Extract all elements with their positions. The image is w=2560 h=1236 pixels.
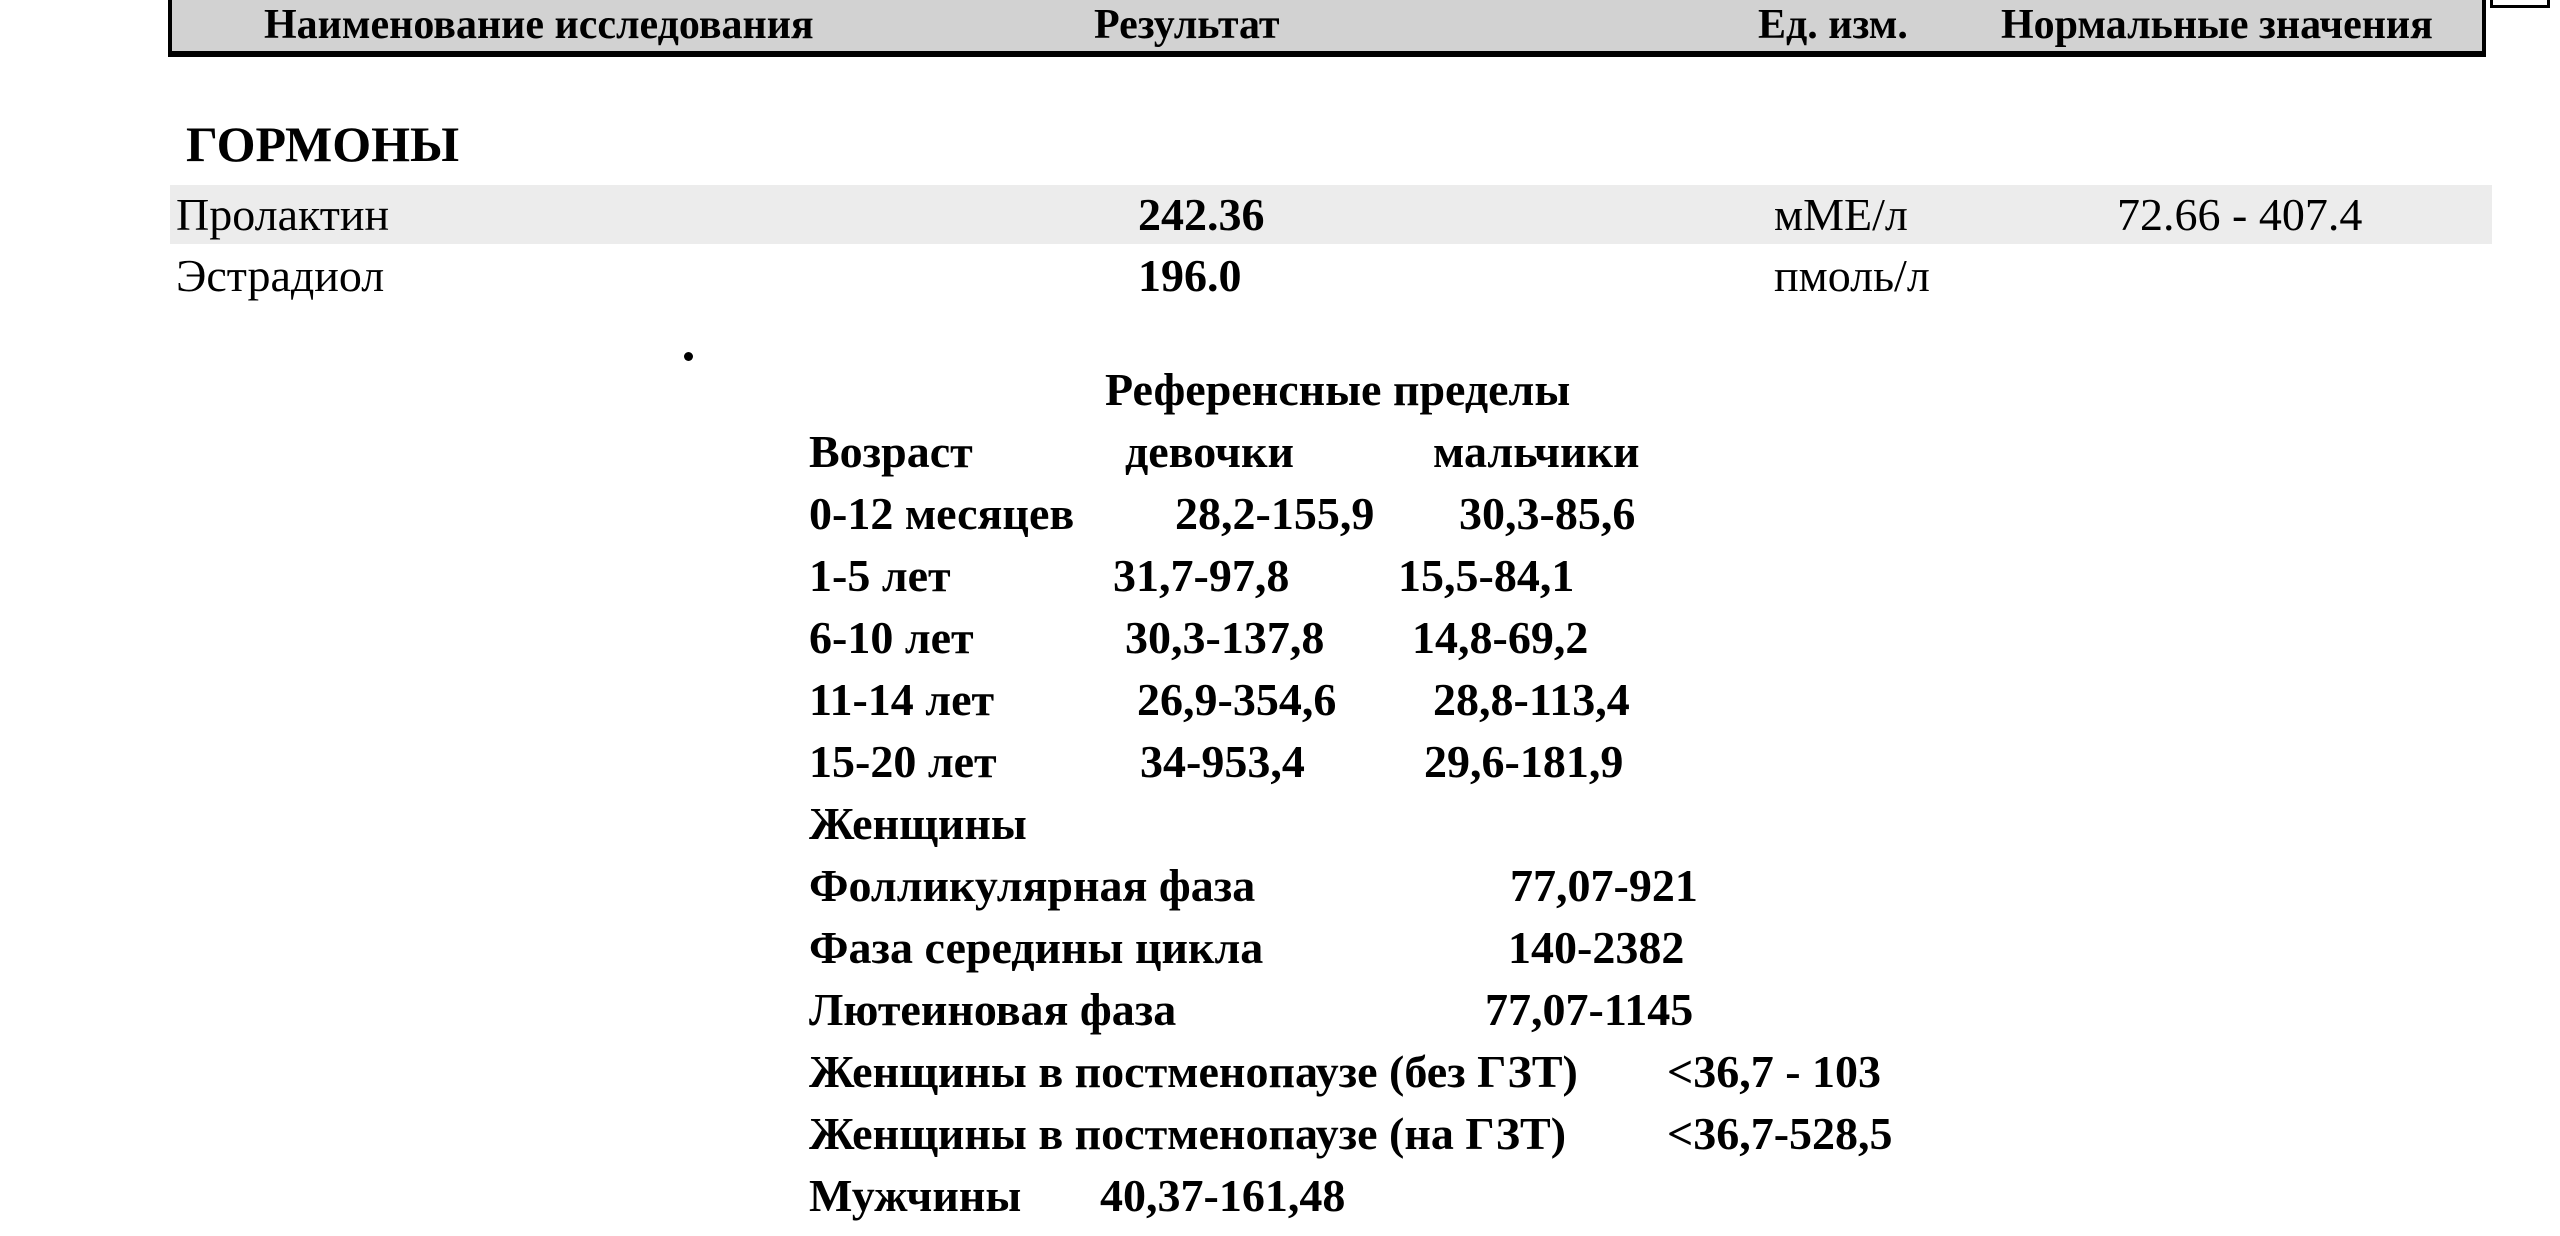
- cell-test-name: Эстрадиол: [176, 250, 385, 301]
- column-header-name: Наименование исследования: [264, 2, 814, 48]
- cell-result-value: 196.0: [1138, 250, 1242, 301]
- boys-range: 28,8-113,4: [1433, 674, 1630, 725]
- column-header-normal: Нормальные значения: [2001, 2, 2433, 48]
- age-range-label: 0-12 месяцев: [809, 488, 1075, 539]
- reference-age-row: [0, 675, 2560, 725]
- cell-units: мМЕ/л: [1774, 189, 1908, 240]
- boys-range: 14,8-69,2: [1412, 612, 1589, 663]
- section-heading-hormones: ГОРМОНЫ: [186, 116, 460, 172]
- phase-label: Лютеиновая фаза: [809, 984, 1177, 1035]
- reference-col-age: Возраст: [809, 426, 973, 477]
- girls-range: 26,9-354,6: [1137, 674, 1337, 725]
- phase-range: 77,07-921: [1510, 860, 1698, 911]
- age-range-label: 11-14 лет: [809, 674, 995, 725]
- girls-range: 28,2-155,9: [1175, 488, 1375, 539]
- table-corner-fragment: [2490, 0, 2550, 8]
- age-range-label: 15-20 лет: [809, 736, 997, 787]
- phase-label: Женщины в постменопаузе (без ГЗТ): [809, 1046, 1578, 1097]
- results-table-header: [168, 0, 2486, 57]
- boys-range: 30,3-85,6: [1459, 488, 1636, 539]
- women-section-label: Женщины: [809, 798, 1027, 849]
- reference-age-row: [0, 613, 2560, 663]
- age-range-label: 6-10 лет: [809, 612, 974, 663]
- reference-col-boys: мальчики: [1433, 426, 1640, 477]
- reference-men-row: [0, 1171, 2560, 1221]
- men-range: 40,37-161,48: [1100, 1170, 1346, 1221]
- reference-women-row: [0, 923, 2560, 973]
- phase-range: 140-2382: [1508, 922, 1685, 973]
- phase-range: 77,07-1145: [1485, 984, 1694, 1035]
- reference-women-row: [0, 985, 2560, 1035]
- phase-label: Фаза середины цикла: [809, 922, 1264, 973]
- girls-range: 31,7-97,8: [1113, 550, 1290, 601]
- reference-columns-line: [0, 427, 2560, 477]
- phase-label: Женщины в постменопаузе (на ГЗТ): [809, 1108, 1567, 1159]
- column-header-units: Ед. изм.: [1758, 2, 1908, 48]
- table-row: [170, 246, 2492, 305]
- boys-range: 29,6-181,9: [1424, 736, 1624, 787]
- cell-units: пмоль/л: [1774, 250, 1930, 301]
- reference-women-row: [0, 1109, 2560, 1159]
- cell-result-value: 242.36: [1138, 189, 1265, 240]
- table-row: [170, 185, 2492, 244]
- cell-test-name: Пролактин: [176, 189, 390, 240]
- boys-range: 15,5-84,1: [1398, 550, 1575, 601]
- reference-age-row: [0, 489, 2560, 539]
- men-label: Мужчины: [809, 1170, 1022, 1221]
- reference-col-girls: девочки: [1125, 426, 1294, 477]
- reference-age-row: [0, 551, 2560, 601]
- girls-range: 34-953,4: [1140, 736, 1305, 787]
- reference-women-header-line: [0, 799, 2560, 849]
- phase-label: Фолликулярная фаза: [809, 860, 1256, 911]
- age-range-label: 1-5 лет: [809, 550, 951, 601]
- column-header-result: Результат: [1094, 2, 1280, 48]
- girls-range: 30,3-137,8: [1125, 612, 1325, 663]
- reference-title: Референсные пределы: [1105, 364, 1571, 415]
- reference-women-row: [0, 1047, 2560, 1097]
- stray-dot: [684, 352, 693, 361]
- reference-title-line: [0, 365, 2560, 415]
- reference-women-row: [0, 861, 2560, 911]
- cell-normal-range: 72.66 - 407.4: [2117, 189, 2363, 240]
- reference-age-row: [0, 737, 2560, 787]
- phase-range: <36,7 - 103: [1667, 1046, 1882, 1097]
- phase-range: <36,7-528,5: [1667, 1108, 1893, 1159]
